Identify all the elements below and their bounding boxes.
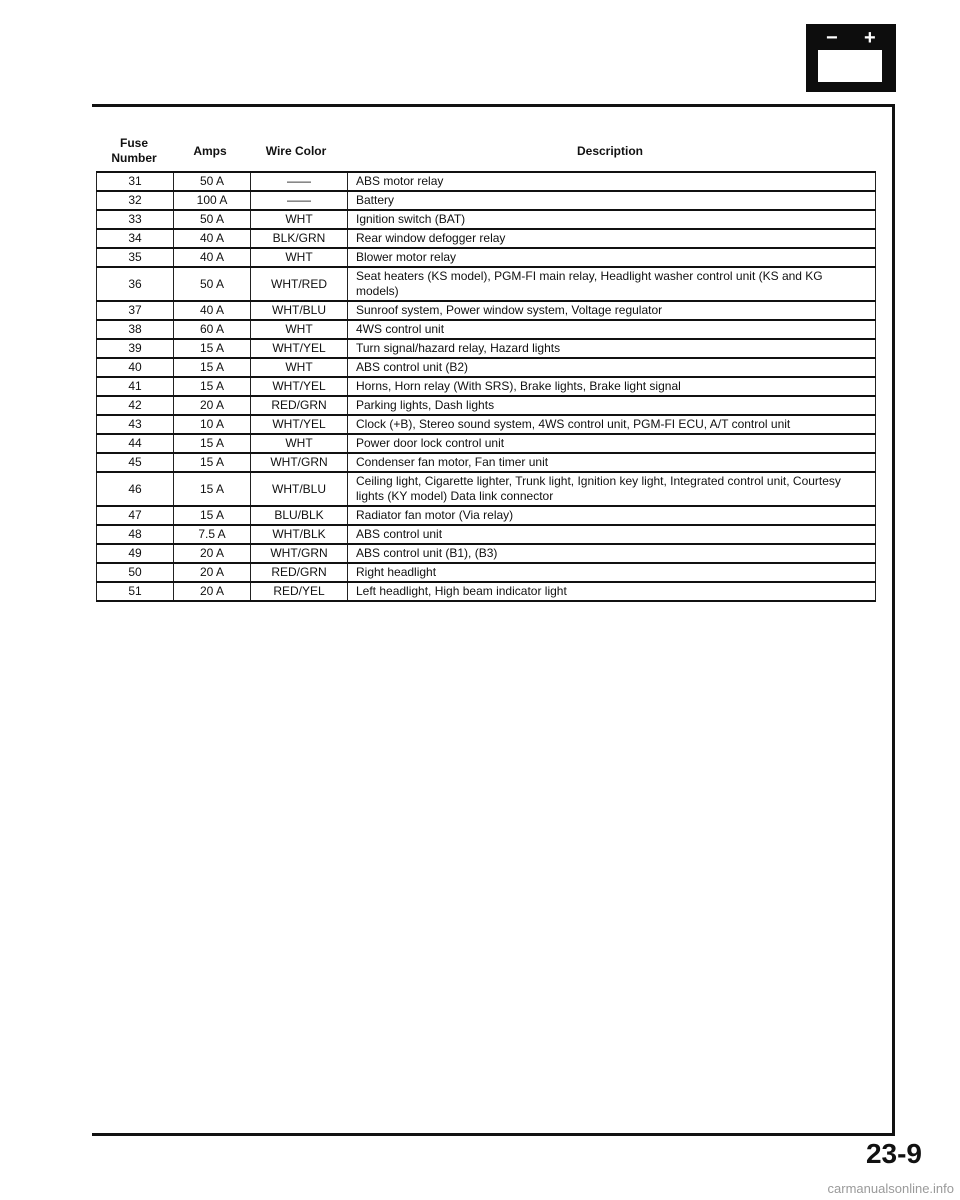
header-description: Description [576, 144, 643, 158]
table-row [97, 396, 876, 415]
table-row [97, 453, 876, 472]
description-cell: ABS control unit [348, 525, 876, 544]
frame-top-rule [92, 104, 894, 107]
battery-icon [806, 24, 896, 92]
amps-cell: 15 A [174, 339, 251, 358]
fuse-number-cell: 39 [97, 339, 174, 358]
description-cell: ABS motor relay [348, 172, 876, 191]
description-cell: Left headlight, High beam indicator light [348, 582, 876, 601]
wire-color-cell: WHT/BLU [251, 472, 348, 506]
wire-color-cell: RED/YEL [251, 582, 348, 601]
fuse-number-cell: 46 [97, 472, 174, 506]
wire-color-cell: WHT/BLU [251, 301, 348, 320]
wire-color-cell: WHT/GRN [251, 544, 348, 563]
table-row [97, 582, 876, 601]
table-row [97, 320, 876, 339]
amps-cell: 15 A [174, 506, 251, 525]
header-wire-color: Wire Color [265, 144, 327, 158]
wire-color-cell: —— [251, 172, 348, 191]
table-row [97, 172, 876, 191]
fuse-number-cell: 31 [97, 172, 174, 191]
description-cell: Parking lights, Dash lights [348, 396, 876, 415]
description-cell: Sunroof system, Power window system, Voltage regulator [348, 301, 876, 320]
fuse-number-cell: 40 [97, 358, 174, 377]
wire-color-cell: WHT [251, 434, 348, 453]
table-row [97, 210, 876, 229]
description-cell: Right headlight [348, 563, 876, 582]
description-cell: Rear window defogger relay [348, 229, 876, 248]
table-row [97, 506, 876, 525]
amps-cell: 15 A [174, 453, 251, 472]
fuse-number-cell: 41 [97, 377, 174, 396]
table-row [97, 544, 876, 563]
description-cell: Blower motor relay [348, 248, 876, 267]
fuse-number-cell: 44 [97, 434, 174, 453]
fuse-number-cell: 34 [97, 229, 174, 248]
description-cell: ABS control unit (B2) [348, 358, 876, 377]
wire-color-cell: WHT [251, 248, 348, 267]
wire-color-cell: WHT [251, 358, 348, 377]
amps-cell: 15 A [174, 434, 251, 453]
wire-color-cell: WHT/YEL [251, 415, 348, 434]
fuse-number-cell: 48 [97, 525, 174, 544]
table-row [97, 358, 876, 377]
description-cell: Ceiling light, Cigarette lighter, Trunk light, Ignition key light, Integrated control unit, Courtesy lights (KY model) Data link connector [348, 472, 876, 506]
table-row [97, 434, 876, 453]
fuse-table [96, 171, 876, 602]
wire-color-cell: WHT/GRN [251, 453, 348, 472]
wire-color-cell: WHT/YEL [251, 339, 348, 358]
description-cell: Radiator fan motor (Via relay) [348, 506, 876, 525]
amps-cell: 50 A [174, 267, 251, 301]
amps-cell: 20 A [174, 396, 251, 415]
amps-cell: 20 A [174, 563, 251, 582]
table-row [97, 339, 876, 358]
fuse-number-cell: 35 [97, 248, 174, 267]
table-row [97, 267, 876, 301]
fuse-number-cell: 37 [97, 301, 174, 320]
header-fuse-number: Fuse Number [111, 136, 157, 165]
wire-color-cell: WHT/YEL [251, 377, 348, 396]
fuse-number-cell: 38 [97, 320, 174, 339]
amps-cell: 20 A [174, 582, 251, 601]
wire-color-cell: BLK/GRN [251, 229, 348, 248]
fuse-number-cell: 33 [97, 210, 174, 229]
frame-bottom-rule [92, 1133, 895, 1136]
wire-color-cell: RED/GRN [251, 563, 348, 582]
battery-plus-sign: + [864, 27, 876, 49]
description-cell: Power door lock control unit [348, 434, 876, 453]
wire-color-cell: BLU/BLK [251, 506, 348, 525]
battery-icon-body [818, 50, 882, 82]
fuse-number-cell: 50 [97, 563, 174, 582]
description-cell: Turn signal/hazard relay, Hazard lights [348, 339, 876, 358]
amps-cell: 20 A [174, 544, 251, 563]
table-row [97, 415, 876, 434]
table-row [97, 525, 876, 544]
fuse-number-cell: 47 [97, 506, 174, 525]
description-cell: Battery [348, 191, 876, 210]
table-row [97, 563, 876, 582]
fuse-number-cell: 43 [97, 415, 174, 434]
description-cell: Horns, Horn relay (With SRS), Brake lights, Brake light signal [348, 377, 876, 396]
amps-cell: 40 A [174, 248, 251, 267]
description-cell: Seat heaters (KS model), PGM-FI main relay, Headlight washer control unit (KS and KG models) [348, 267, 876, 301]
wire-color-cell: WHT [251, 320, 348, 339]
fuse-number-cell: 49 [97, 544, 174, 563]
description-cell: 4WS control unit [348, 320, 876, 339]
fuse-number-cell: 36 [97, 267, 174, 301]
page-number: 23-9 [865, 1138, 922, 1169]
amps-cell: 7.5 A [174, 525, 251, 544]
amps-cell: 15 A [174, 377, 251, 396]
description-cell: Condenser fan motor, Fan timer unit [348, 453, 876, 472]
wire-color-cell: WHT [251, 210, 348, 229]
table-row [97, 191, 876, 210]
amps-cell: 10 A [174, 415, 251, 434]
amps-cell: 50 A [174, 210, 251, 229]
description-cell: ABS control unit (B1), (B3) [348, 544, 876, 563]
amps-cell: 15 A [174, 472, 251, 506]
frame-right-rule [892, 104, 895, 1136]
fuse-number-cell: 45 [97, 453, 174, 472]
fuse-number-cell: 51 [97, 582, 174, 601]
amps-cell: 50 A [174, 172, 251, 191]
amps-cell: 40 A [174, 301, 251, 320]
amps-cell: 15 A [174, 358, 251, 377]
table-row [97, 229, 876, 248]
amps-cell: 100 A [174, 191, 251, 210]
table-row [97, 301, 876, 320]
table-row [97, 248, 876, 267]
fuse-number-cell: 32 [97, 191, 174, 210]
fuse-table-body [97, 172, 876, 601]
table-row [97, 377, 876, 396]
amps-cell: 40 A [174, 229, 251, 248]
battery-minus-sign: − [826, 27, 838, 49]
description-cell: Clock (+B), Stereo sound system, 4WS control unit, PGM-FI ECU, A/T control unit [348, 415, 876, 434]
amps-cell: 60 A [174, 320, 251, 339]
watermark: carmanualsonline.info [827, 1181, 954, 1196]
fuse-number-cell: 42 [97, 396, 174, 415]
wire-color-cell: RED/GRN [251, 396, 348, 415]
table-row [97, 472, 876, 506]
wire-color-cell: —— [251, 191, 348, 210]
header-amps: Amps [193, 144, 227, 158]
wire-color-cell: WHT/RED [251, 267, 348, 301]
wire-color-cell: WHT/BLK [251, 525, 348, 544]
table-column-headers [96, 136, 876, 172]
description-cell: Ignition switch (BAT) [348, 210, 876, 229]
